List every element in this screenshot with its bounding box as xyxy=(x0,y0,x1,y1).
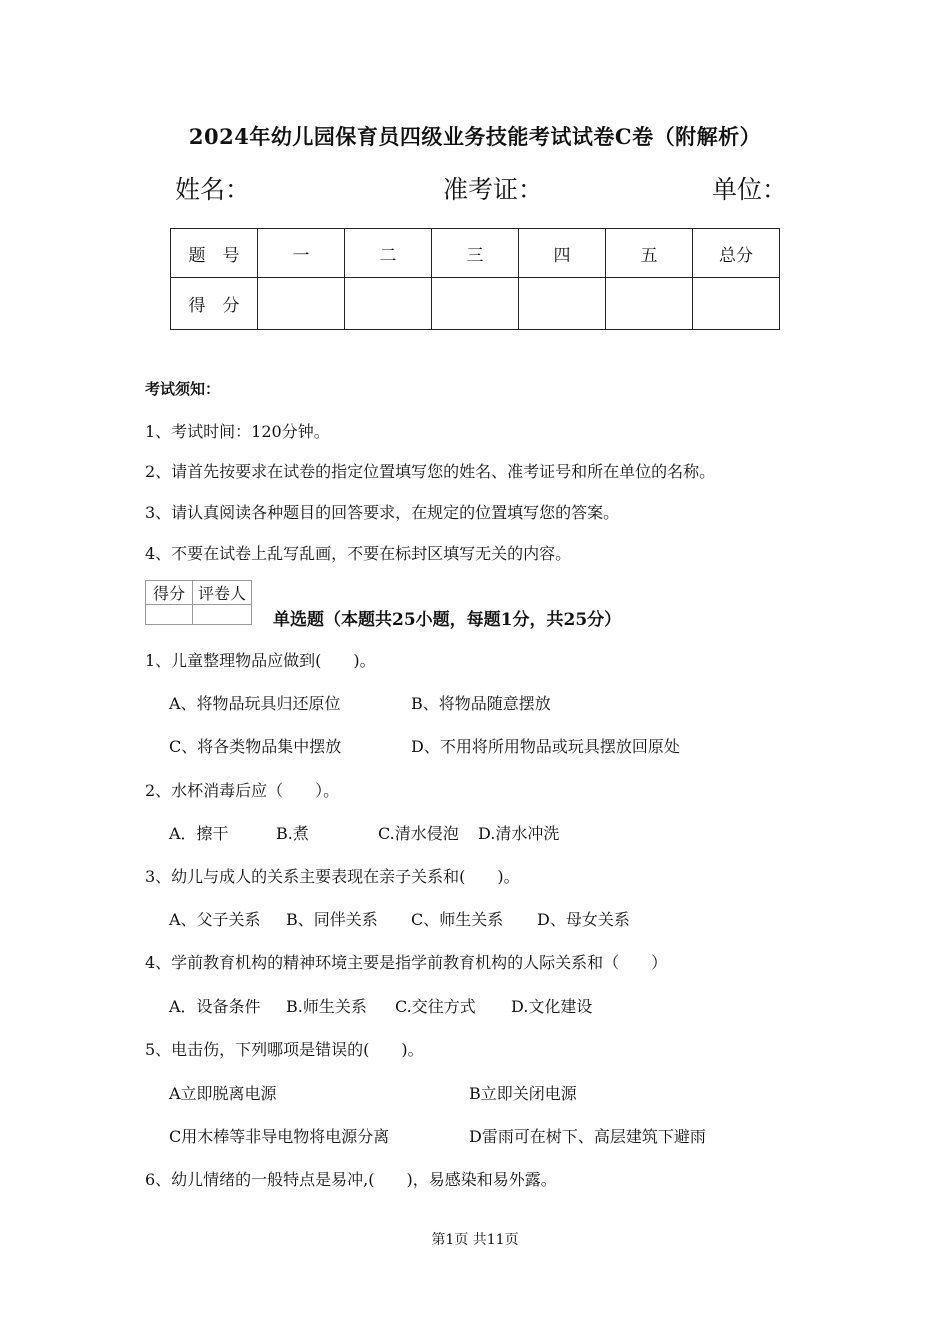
question-option: D雷雨可在树下、高层建筑下避雨 xyxy=(469,1127,706,1146)
notice-item: 1、考试时间：120分钟。 xyxy=(145,422,330,441)
score-row-label: 得 分 xyxy=(171,278,258,330)
question-option: A．设备条件 xyxy=(169,997,261,1016)
question-option: B、同伴关系 xyxy=(286,910,378,929)
question-option: B.师生关系 xyxy=(286,997,367,1016)
question-option: C用木棒等非导电物将电源分离 xyxy=(169,1127,390,1146)
notice-item: 4、不要在试卷上乱写乱画，不要在标封区填写无关的内容。 xyxy=(145,544,572,563)
score-table-header-cell: 四 xyxy=(519,229,606,278)
question-option: B.煮 xyxy=(276,824,309,843)
grader-box xyxy=(145,580,252,625)
score-cell xyxy=(519,278,606,330)
exam-title: 2024年幼儿园保育员四级业务技能考试试卷C卷（附解析） xyxy=(188,124,762,149)
score-table-header-row xyxy=(171,229,780,278)
question-option: A．擦干 xyxy=(169,824,229,843)
score-table-header-cell: 总分 xyxy=(693,229,780,278)
question-option: A、将物品玩具归还原位 xyxy=(169,694,341,713)
question-option: C、将各类物品集中摆放 xyxy=(169,737,342,756)
grader-name-cell xyxy=(193,605,252,625)
score-table-header-cell: 二 xyxy=(345,229,432,278)
question-option: B立即关闭电源 xyxy=(469,1084,577,1103)
question-stem: 2、水杯消毒后应（ ）。 xyxy=(145,781,340,800)
question-option: D、母女关系 xyxy=(537,910,630,929)
score-cell xyxy=(432,278,519,330)
score-cell xyxy=(258,278,345,330)
question-option: A、父子关系 xyxy=(169,910,261,929)
score-table-header-cell: 五 xyxy=(606,229,693,278)
score-table-header-cell: 一 xyxy=(258,229,345,278)
question-option: A立即脱离电源 xyxy=(169,1084,277,1103)
grader-name-label: 评卷人 xyxy=(193,581,252,605)
grader-score-label: 得分 xyxy=(146,581,193,605)
question-stem: 1、儿童整理物品应做到( )。 xyxy=(145,651,376,670)
score-table xyxy=(170,228,780,330)
score-cell xyxy=(693,278,780,330)
page-footer: 第1页 共11页 xyxy=(431,1232,519,1248)
section-title: 单选题（本题共25小题，每题1分，共25分） xyxy=(273,610,622,630)
question-option: D.清水冲洗 xyxy=(478,824,560,843)
score-cell xyxy=(606,278,693,330)
grader-score-cell xyxy=(146,605,193,625)
question-stem: 3、幼儿与成人的关系主要表现在亲子关系和( )。 xyxy=(145,867,520,886)
notice-item: 3、请认真阅读各种题目的回答要求，在规定的位置填写您的答案。 xyxy=(145,503,620,522)
notice-item: 2、请首先按要求在试卷的指定位置填写您的姓名、准考证号和所在单位的名称。 xyxy=(145,462,716,481)
question-stem: 4、学前教育机构的精神环境主要是指学前教育机构的人际关系和（ ） xyxy=(145,953,668,972)
question-option: D、不用将所用物品或玩具摆放回原处 xyxy=(411,737,680,756)
unit-field-label: 单位： xyxy=(712,175,788,204)
name-field-label: 姓名： xyxy=(175,175,251,204)
notice-heading: 考试须知： xyxy=(145,380,221,398)
question-stem: 6、幼儿情绪的一般特点是易冲,( )，易感染和易外露。 xyxy=(145,1170,557,1189)
question-option: D.文化建设 xyxy=(511,997,593,1016)
question-stem: 5、电击伤，下列哪项是错误的( )。 xyxy=(145,1040,424,1059)
score-table-header-cell: 三 xyxy=(432,229,519,278)
question-option: C.交往方式 xyxy=(395,997,476,1016)
score-cell xyxy=(345,278,432,330)
exam-id-field-label: 准考证： xyxy=(443,175,544,204)
question-option: B、将物品随意摆放 xyxy=(411,694,551,713)
question-option: C.清水侵泡 xyxy=(378,824,459,843)
score-table-header-cell: 题 号 xyxy=(171,229,258,278)
question-option: C、师生关系 xyxy=(411,910,504,929)
score-table-score-row xyxy=(171,278,780,330)
